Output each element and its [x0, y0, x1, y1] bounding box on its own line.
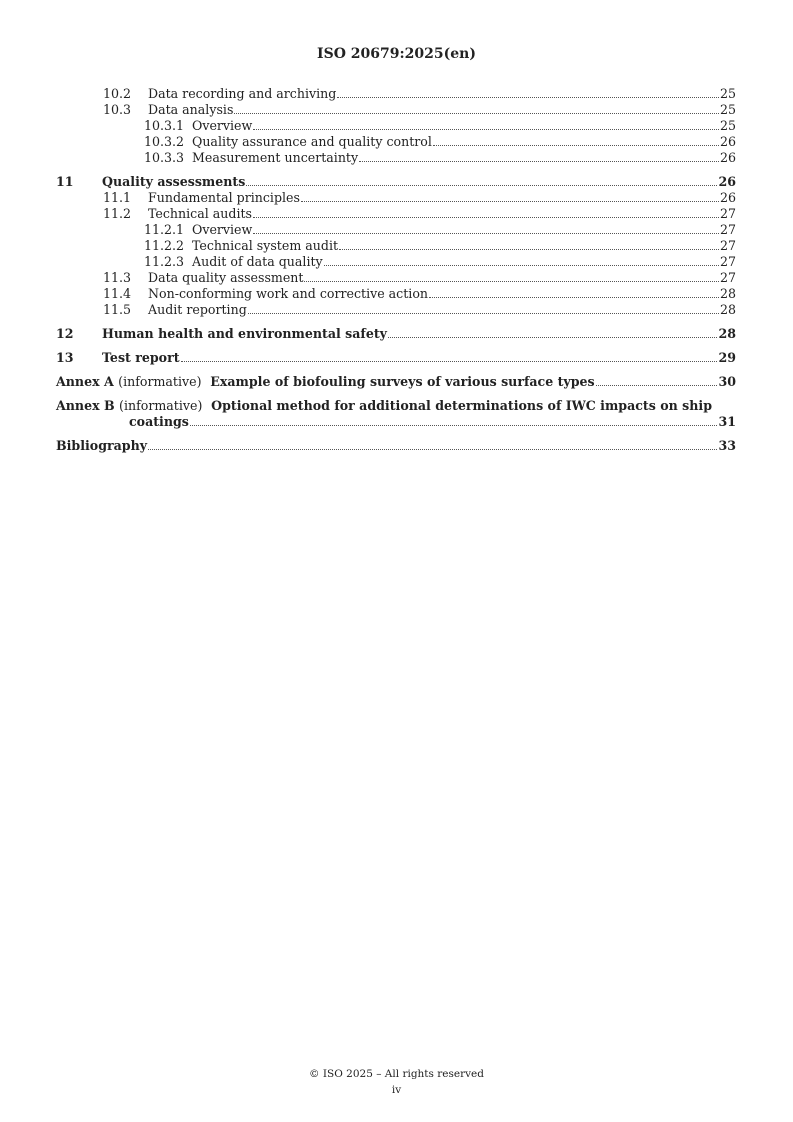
annex-title-line2: coatings	[129, 414, 189, 429]
toc-page: 27	[719, 206, 736, 221]
dot-leader	[246, 185, 717, 186]
dot-leader	[181, 361, 718, 362]
toc-page: 25	[719, 86, 736, 101]
toc-page: 29	[718, 350, 736, 365]
document-header: ISO 20679:2025(en)	[317, 46, 476, 62]
toc-entry-11-5[interactable]	[56, 302, 736, 318]
page-number: iv	[391, 1084, 402, 1096]
toc-page: 25	[719, 102, 736, 117]
toc-entry-11-2-3[interactable]	[56, 254, 736, 270]
toc-entry-11-3[interactable]	[56, 270, 736, 286]
toc-number: 11	[56, 174, 74, 189]
toc-number: 11.2.3	[144, 254, 185, 269]
annex-label: Annex A	[56, 374, 114, 389]
toc-page: 25	[719, 118, 736, 133]
toc-page: 31	[718, 414, 736, 429]
toc-title	[56, 374, 595, 390]
toc-title: Overview	[192, 118, 253, 133]
toc-title: Quality assessments	[102, 174, 246, 189]
dot-leader	[304, 281, 718, 282]
toc-title: Human health and environmental safety	[102, 326, 387, 341]
dot-leader	[337, 97, 719, 98]
toc-page: 28	[719, 302, 736, 317]
dot-leader	[253, 233, 719, 234]
toc-entry-10-2[interactable]	[56, 86, 736, 102]
toc-number: 11.2	[103, 206, 132, 221]
dot-leader	[324, 265, 719, 266]
toc-entry-10-3-3[interactable]	[56, 150, 736, 166]
annex-note: (informative)	[118, 374, 202, 389]
toc-entry-11[interactable]	[56, 174, 736, 190]
toc-entry-11-1[interactable]	[56, 190, 736, 206]
toc-page: 30	[718, 374, 736, 389]
toc-number: 12	[56, 326, 74, 341]
toc-entry-10-3-1[interactable]	[56, 118, 736, 134]
dot-leader	[596, 385, 718, 386]
toc-page: 28	[719, 286, 736, 301]
toc-title: Audit reporting	[148, 302, 247, 317]
toc-entry-11-2[interactable]	[56, 206, 736, 222]
toc-title: Data quality assessment	[148, 270, 304, 285]
dot-leader	[253, 129, 719, 130]
toc-title: Quality assurance and quality control	[192, 134, 432, 149]
toc-page: 27	[719, 254, 736, 269]
toc-page: 27	[719, 222, 736, 237]
toc-number: 11.4	[103, 286, 132, 301]
toc-number: 13	[56, 350, 74, 365]
annex-note: (informative)	[119, 398, 203, 413]
dot-leader	[190, 425, 718, 426]
page-footer	[0, 1066, 793, 1098]
toc-page: 27	[719, 270, 736, 285]
toc-number: 10.2	[103, 86, 132, 101]
dot-leader	[234, 113, 719, 114]
annex-label: Annex B	[56, 398, 115, 413]
toc-number: 11.1	[103, 190, 132, 205]
toc-title: Technical audits	[148, 206, 253, 221]
toc-entry-13[interactable]	[56, 350, 736, 366]
toc-entry-10-3[interactable]	[56, 102, 736, 118]
annex-b-second-line	[129, 414, 736, 430]
dot-leader	[433, 145, 719, 146]
toc-number: 10.3.2	[144, 134, 185, 149]
toc-page: 28	[718, 326, 736, 341]
dot-leader	[388, 337, 717, 338]
toc-page: 26	[718, 174, 736, 189]
dot-leader	[359, 161, 719, 162]
toc-entry-bibliography[interactable]	[56, 438, 736, 454]
dot-leader	[339, 249, 719, 250]
toc-page: 26	[719, 150, 736, 165]
toc-title: Technical system audit	[192, 238, 339, 253]
annex-b-first-line	[56, 398, 736, 414]
toc-number: 10.3	[103, 102, 132, 117]
toc-entry-11-2-1[interactable]	[56, 222, 736, 238]
annex-title-line1: Optional method for additional determinations of IWC impacts on ship	[211, 398, 712, 413]
toc-title: Bibliography	[56, 438, 148, 453]
toc-entry-12[interactable]	[56, 326, 736, 342]
toc-entry-10-3-2[interactable]	[56, 134, 736, 150]
toc-entry-11-4[interactable]	[56, 286, 736, 302]
toc-title: Data recording and archiving	[148, 86, 337, 101]
toc-entry-annex-b[interactable]	[56, 398, 736, 430]
dot-leader	[301, 201, 719, 202]
toc-page: 27	[719, 238, 736, 253]
toc-title: Data analysis	[148, 102, 234, 117]
toc-number: 11.2.1	[144, 222, 185, 237]
toc-title: Measurement uncertainty	[192, 150, 359, 165]
toc-number: 10.3.3	[144, 150, 185, 165]
dot-leader	[148, 449, 717, 450]
toc-number: 10.3.1	[144, 118, 185, 133]
toc-page: 26	[719, 134, 736, 149]
dot-leader	[253, 217, 719, 218]
toc-number: 11.2.2	[144, 238, 185, 253]
toc-page: 26	[719, 190, 736, 205]
toc-entry-11-2-2[interactable]	[56, 238, 736, 254]
table-of-contents	[56, 86, 736, 454]
toc-title: Fundamental principles	[148, 190, 300, 205]
toc-page: 33	[718, 438, 736, 453]
toc-number: 11.5	[103, 302, 132, 317]
toc-title: Overview	[192, 222, 253, 237]
toc-number: 11.3	[103, 270, 132, 285]
toc-title: Non-conforming work and corrective action	[148, 286, 429, 301]
dot-leader	[429, 297, 719, 298]
copyright-notice: © ISO 2025 – All rights reserved	[309, 1068, 484, 1080]
toc-title: Audit of data quality	[192, 254, 323, 269]
toc-entry-annex-a[interactable]	[56, 374, 736, 390]
dot-leader	[248, 313, 719, 314]
annex-title: Example of biofouling surveys of various surface types	[210, 374, 595, 389]
toc-title: Test report	[102, 350, 180, 365]
